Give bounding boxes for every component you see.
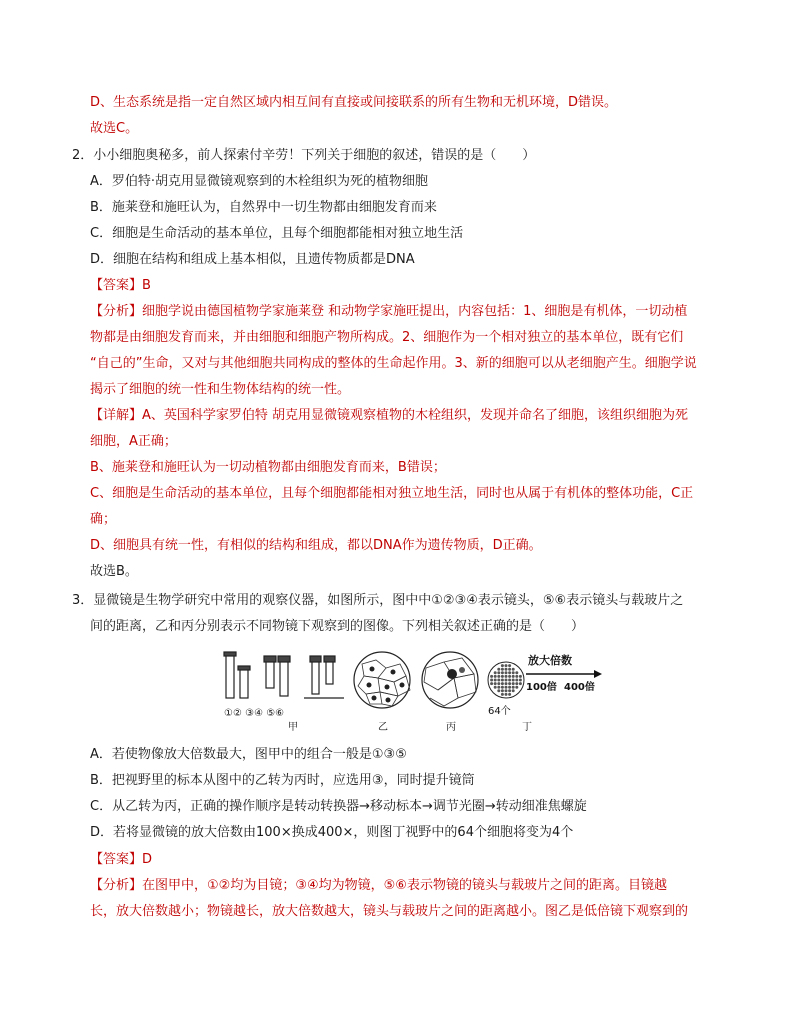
question-2-detail-line-1: [90, 407, 688, 425]
cell-dot: [515, 682, 518, 685]
cell-dot: [505, 689, 508, 692]
cell-dot: [501, 693, 504, 696]
cell-dot: [512, 675, 515, 678]
question-3-option-b: B．把视野里的标本从图中的乙转为丙时，应选用③，同时提升镜筒: [90, 773, 475, 788]
question-2-detail-line-4: C、细胞是生命活动的基本单位，且每个细胞都能相对独立地生活，同时也从属于有机体的整体功能，C正: [90, 486, 694, 501]
cell-dot: [508, 668, 511, 671]
cell-dot: [497, 679, 500, 682]
lens-group-jia: [224, 652, 344, 698]
objective-5-icon: [312, 660, 319, 694]
question-3-option-a: A．若使物像放大倍数最大，图甲中的组合一般是①③⑤: [90, 747, 407, 762]
cell-dot: [512, 679, 515, 682]
cell-dot: [497, 682, 500, 685]
cell-dot: [497, 671, 500, 674]
cell-dot: [508, 693, 511, 696]
cell-dot: [505, 682, 508, 685]
question-2-analysis-line-1: [90, 303, 687, 321]
cell-dot: [501, 682, 504, 685]
cell-dot: [501, 668, 504, 671]
question-3-option-d: D．若将显微镜的放大倍数由100×换成400×，则图丁视野中的64个细胞将变为4个: [90, 825, 574, 840]
question-3-analysis-line-1: [90, 877, 667, 895]
question-2-detail-line-5: 确；: [90, 512, 117, 527]
cell-dot: [512, 689, 515, 692]
cell-dot: [505, 668, 508, 671]
cell-dot: [505, 675, 508, 678]
cell-dot: [515, 679, 518, 682]
objective-3-icon: [266, 660, 274, 688]
view-yi: [354, 652, 410, 708]
analysis-label: 【分析】: [90, 878, 143, 893]
analysis-label: 【分析】: [90, 304, 143, 319]
cell-dot: [515, 686, 518, 689]
eyepiece-2-icon: [240, 668, 248, 698]
question-3-stem-line-2: 间的距离，乙和丙分别表示不同物镜下观察到的图像。下列相关叙述正确的是（ ）: [90, 619, 585, 634]
cell-dot: [501, 689, 504, 692]
cell-dot: [505, 686, 508, 689]
question-2-analysis-line-4: 揭示了细胞的统一性和生物体结构的统一性。: [90, 382, 351, 397]
question-2-stem: 2．小小细胞奥秘多，前人探索付辛劳！下列关于细胞的叙述，错误的是（ ）: [72, 148, 536, 163]
cell-dot: [494, 686, 497, 689]
cell-dot: [505, 671, 508, 674]
cell-dot: [508, 682, 511, 685]
cell-dot: [519, 679, 522, 682]
view-bing: [422, 652, 478, 708]
cell-dot: [515, 675, 518, 678]
cell-dot: [497, 668, 500, 671]
question-2-detail-line-6: D、细胞具有统一性，有相似的结构和组成，都以DNA作为遗传物质，D正确。: [90, 538, 542, 553]
cell-dot: [494, 671, 497, 674]
question-2-option-c: C．细胞是生命活动的基本单位，且每个细胞都能相对独立地生活: [90, 226, 464, 241]
cell-dot: [508, 664, 511, 667]
cell-dot: [494, 682, 497, 685]
objective-4-icon: [280, 660, 288, 696]
cell-dot: [497, 675, 500, 678]
answer-label: 【答案】: [90, 278, 143, 293]
cell-dot: [505, 664, 508, 667]
question-3-answer: [90, 851, 152, 869]
view-ding: [488, 662, 524, 698]
detail-label: 【详解】: [90, 408, 143, 423]
lens-labels: ①② ③④ ⑤⑥: [224, 708, 285, 719]
cell-dot: [508, 671, 511, 674]
analysis-text: 在图甲中，①②均为目镜；③④均为物镜，⑤⑥表示物镜的镜头与载玻片之间的距离。目镜越: [142, 878, 667, 893]
cell-dot: [508, 679, 511, 682]
question-3-analysis-line-2: 长，放大倍数越小；物镜越长，放大倍数越大，镜头与载玻片之间的距离越小。图乙是低倍镜下观察到的: [90, 904, 689, 919]
question-2-detail-line-2: 细胞，A正确；: [90, 434, 177, 449]
cell-dot: [494, 679, 497, 682]
cell-dot: [512, 668, 515, 671]
answer-label: 【答案】: [90, 852, 143, 867]
label-yi: 乙: [378, 722, 388, 733]
question-2-option-b: B．施莱登和施旺认为，自然界中一切生物都由细胞发育而来: [90, 200, 437, 215]
cell-dot: [501, 664, 504, 667]
cell-dot: [505, 693, 508, 696]
label-jia: 甲: [288, 722, 298, 733]
label-count: 64个: [488, 706, 511, 717]
analysis-text: 细胞学说由德国植物学家施莱登 和动物学家施旺提出，内容包括：1、细胞是有机体，一切动植: [142, 304, 688, 319]
label-ding: 丁: [522, 722, 532, 733]
eyepiece-1-icon: [226, 654, 234, 698]
cell-dot: [505, 679, 508, 682]
cell-dot: [497, 686, 500, 689]
cell-dot: [501, 671, 504, 674]
cell-dot: [515, 671, 518, 674]
objective-6-icon: [326, 660, 333, 684]
cell-dot: [501, 679, 504, 682]
microscope-figure: [222, 650, 602, 740]
cell-dot: [508, 675, 511, 678]
cell-dot: [512, 671, 515, 674]
question-2-answer: [90, 277, 151, 295]
question-2-detail-line-3: B、施莱登和施旺认为一切动植物都由细胞发育而来，B错误；: [90, 460, 446, 475]
cell-dot: [497, 689, 500, 692]
cell-dot: [519, 675, 522, 678]
detail-text: A、英国科学家罗伯特 胡克用显微镜观察植物的木栓组织，发现并命名了细胞，该组织细胞为死: [142, 408, 689, 423]
cell-dot: [490, 675, 493, 678]
question-2-analysis-line-2: 物都是由细胞发育而来，并由细胞和细胞产物所构成。2、细胞作为一个相对独立的基本单位，既有它们: [90, 330, 684, 345]
cell-dot: [490, 682, 493, 685]
cell-dot: [494, 675, 497, 678]
cell-dot: [519, 682, 522, 685]
magnification-100: 100倍: [526, 682, 557, 693]
question-3-stem-line-1: 3．显微镜是生物学研究中常用的观察仪器，如图所示，图中中①②③④表示镜头，⑤⑥表示镜头与载玻片之: [72, 593, 684, 608]
cell-dot: [508, 689, 511, 692]
magnification-400: 400倍: [564, 682, 595, 693]
question-2-analysis-line-3: “自己的”生命，又对与其他细胞共同构成的整体的生命起作用。3、新的细胞可以从老细胞产生。细胞学说: [90, 356, 697, 371]
cell-dot: [512, 682, 515, 685]
prev-answer-line-d: D、生态系统是指一定自然区域内相互间有直接或间接联系的所有生物和无机环境，D错误。: [90, 95, 618, 110]
magnification-title: 放大倍数: [528, 654, 572, 667]
answer-value: B: [142, 278, 151, 293]
cell-dot: [512, 686, 515, 689]
cell-dot: [490, 679, 493, 682]
question-2-option-d: D．细胞在结构和组成上基本相似，且遗传物质都是DNA: [90, 252, 415, 267]
prev-answer-conclusion: 故选C。: [90, 121, 139, 136]
answer-value: D: [142, 852, 153, 867]
question-3-option-c: C．从乙转为丙，正确的操作顺序是转动转换器→移动标本→调节光圈→转动细准焦螺旋: [90, 799, 587, 814]
question-2-conclusion: 故选B。: [90, 564, 138, 579]
question-2-option-a: A．罗伯特·胡克用显微镜观察到的木栓组织为死的植物细胞: [90, 174, 429, 189]
cell-dot: [501, 686, 504, 689]
cell-dot: [501, 675, 504, 678]
arrow-head-icon: [594, 670, 602, 678]
cell-dot: [508, 686, 511, 689]
label-bing: 丙: [446, 722, 456, 733]
